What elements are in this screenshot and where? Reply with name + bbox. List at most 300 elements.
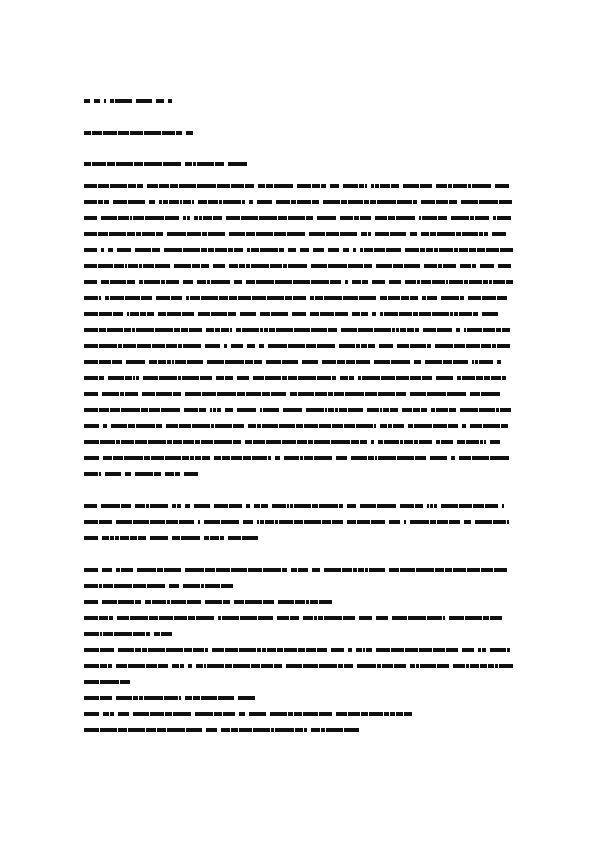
text-fragment [229, 232, 245, 236]
text-fragment [348, 408, 363, 412]
text-fragment [242, 536, 258, 540]
text-fragment [118, 712, 129, 716]
text-fragment [410, 232, 417, 236]
text-fragment [353, 248, 356, 252]
text-fragment [195, 712, 213, 716]
text-fragment [204, 536, 209, 540]
text-fragment [306, 408, 324, 412]
text-fragment [138, 536, 146, 540]
text-fragment [146, 728, 156, 732]
text-fragment [312, 504, 318, 508]
text-fragment [84, 264, 97, 268]
text-fragment [84, 520, 98, 524]
text-fragment [84, 184, 97, 188]
text-fragment [441, 296, 459, 300]
text-fragment [496, 328, 501, 332]
text-fragment [107, 328, 123, 332]
text-fragment [165, 472, 174, 476]
text-fragment [256, 280, 274, 284]
text-fragment [315, 296, 323, 300]
text-fragment [150, 536, 168, 540]
text-line [84, 230, 514, 237]
text-fragment [340, 216, 353, 220]
text-fragment [450, 312, 453, 316]
text-fragment [495, 664, 498, 668]
text-fragment [380, 312, 383, 316]
text-fragment [194, 504, 210, 508]
text-fragment [485, 504, 498, 508]
text-fragment [167, 232, 186, 236]
text-fragment [167, 728, 185, 732]
text-fragment [288, 216, 305, 220]
text-fragment [427, 296, 437, 300]
text-fragment [248, 568, 262, 572]
text-fragment [310, 600, 318, 604]
text-fragment [319, 712, 332, 716]
text-fragment [228, 248, 233, 252]
text-fragment [453, 568, 466, 572]
text-fragment [195, 440, 200, 444]
text-fragment [201, 696, 217, 700]
text-fragment [215, 162, 224, 166]
text-fragment [353, 568, 357, 572]
text-fragment [134, 162, 143, 166]
text-fragment [490, 440, 500, 444]
text-fragment [240, 616, 257, 620]
text-fragment [109, 616, 113, 620]
text-line [84, 422, 514, 429]
text-fragment [403, 184, 419, 188]
text-fragment [174, 264, 191, 268]
text-fragment [348, 648, 352, 652]
text-fragment [247, 344, 255, 348]
text-fragment [484, 440, 486, 444]
text-fragment [497, 360, 501, 364]
text-line [84, 678, 131, 685]
text-fragment [182, 456, 189, 460]
text-line [84, 502, 514, 509]
text-fragment [271, 728, 274, 732]
text-fragment [188, 616, 195, 620]
text-fragment [347, 520, 356, 524]
text-fragment [214, 440, 232, 444]
text-fragment [495, 184, 509, 188]
text-fragment [461, 200, 478, 204]
text-fragment [415, 504, 423, 508]
text-fragment [275, 456, 280, 460]
text-fragment [181, 328, 188, 332]
text-line [84, 598, 344, 605]
text-fragment [201, 248, 207, 252]
text-fragment [475, 360, 478, 364]
text-fragment [437, 664, 449, 668]
text-fragment [378, 456, 396, 460]
text-fragment [262, 392, 270, 396]
text-fragment [427, 392, 446, 396]
text-fragment [306, 344, 316, 348]
text-fragment [473, 504, 484, 508]
text-fragment [460, 408, 478, 412]
text-line [84, 454, 514, 461]
text-fragment [266, 360, 281, 364]
text-fragment [237, 376, 249, 380]
text-fragment [211, 280, 230, 284]
text-fragment [221, 584, 233, 588]
text-fragment [183, 584, 200, 588]
text-fragment [386, 248, 401, 252]
text-line [84, 566, 514, 573]
text-fragment [183, 200, 191, 204]
text-fragment [121, 440, 134, 444]
text-fragment [110, 408, 120, 412]
text-fragment [390, 232, 406, 236]
text-fragment [249, 712, 266, 716]
text-fragment [341, 200, 347, 204]
text-fragment [185, 392, 201, 396]
text-fragment [404, 440, 413, 444]
text-fragment [149, 360, 157, 364]
text-fragment [139, 696, 143, 700]
text-fragment [372, 312, 376, 316]
text-fragment [144, 696, 163, 700]
text-fragment [419, 440, 432, 444]
text-line [84, 198, 514, 205]
text-fragment [231, 456, 242, 460]
text-fragment [310, 296, 314, 300]
text-fragment [158, 312, 166, 316]
text-fragment [375, 232, 389, 236]
text-fragment [436, 376, 453, 380]
text-fragment [238, 296, 251, 300]
text-fragment [114, 584, 132, 588]
text-fragment [404, 520, 406, 524]
text-fragment [377, 504, 396, 508]
text-fragment [165, 456, 181, 460]
text-fragment [460, 264, 471, 268]
text-fragment [193, 648, 204, 652]
text-fragment [234, 280, 242, 284]
text-fragment [84, 728, 99, 732]
text-fragment [346, 360, 355, 364]
text-fragment [156, 424, 162, 428]
text-fragment [326, 728, 343, 732]
text-fragment [274, 184, 293, 188]
text-fragment [441, 440, 453, 444]
text-fragment [483, 424, 500, 428]
text-fragment [198, 520, 200, 524]
text-fragment [246, 392, 261, 396]
text-fragment [290, 616, 299, 620]
text-fragment [260, 312, 270, 316]
text-fragment [252, 296, 266, 300]
text-fragment [488, 664, 494, 668]
text-fragment [231, 568, 247, 572]
text-fragment [449, 200, 457, 204]
text-fragment [183, 216, 186, 220]
text-fragment [84, 216, 97, 220]
text-fragment [270, 712, 287, 716]
text-fragment [110, 296, 124, 300]
text-fragment [391, 360, 410, 364]
text-fragment [98, 264, 113, 268]
text-fragment [118, 131, 129, 135]
text-fragment [188, 664, 192, 668]
text-fragment [453, 664, 465, 668]
text-fragment [213, 216, 222, 220]
text-fragment [267, 296, 284, 300]
text-fragment [150, 504, 168, 508]
text-fragment [100, 696, 112, 700]
text-fragment [246, 264, 250, 268]
text-fragment [496, 408, 499, 412]
text-fragment [369, 712, 383, 716]
text-fragment [133, 584, 146, 588]
text-fragment [298, 376, 316, 380]
text-fragment [323, 200, 340, 204]
text-fragment [142, 648, 147, 652]
text-fragment [378, 440, 383, 444]
text-fragment [147, 312, 154, 316]
text-fragment [109, 232, 126, 236]
text-fragment [156, 232, 163, 236]
text-fragment [430, 456, 447, 460]
text-fragment [389, 280, 401, 284]
text-fragment [382, 664, 393, 668]
text-fragment [216, 376, 224, 380]
text-fragment [459, 456, 471, 460]
text-fragment [282, 568, 287, 572]
text-fragment [290, 392, 297, 396]
text-fragment [502, 504, 504, 508]
text-fragment [223, 600, 230, 604]
text-fragment [497, 296, 507, 300]
text-fragment [84, 248, 97, 252]
text-fragment [148, 440, 166, 444]
text-fragment [254, 504, 260, 508]
text-fragment [502, 328, 510, 332]
text-fragment [156, 392, 172, 396]
text-fragment [251, 248, 259, 252]
text-fragment [143, 376, 158, 380]
text-fragment [118, 648, 134, 652]
text-fragment [100, 632, 102, 636]
text-fragment [127, 232, 135, 236]
text-fragment [466, 440, 479, 444]
text-fragment [139, 280, 143, 284]
text-fragment [448, 424, 458, 428]
text-fragment [500, 408, 511, 412]
text-fragment [84, 232, 97, 236]
text-fragment [201, 296, 218, 300]
text-fragment [207, 360, 224, 364]
text-fragment [253, 376, 264, 380]
text-fragment [144, 131, 161, 135]
text-fragment [319, 600, 332, 604]
text-fragment [183, 440, 194, 444]
text-fragment [507, 520, 509, 524]
text-fragment [243, 456, 251, 460]
text-fragment [270, 264, 282, 268]
text-fragment [377, 664, 381, 668]
text-fragment [303, 616, 313, 620]
text-fragment [144, 456, 150, 460]
text-fragment [113, 200, 127, 204]
text-fragment [175, 472, 180, 476]
text-fragment [494, 568, 507, 572]
text-fragment [136, 376, 139, 380]
text-fragment [266, 440, 281, 444]
text-fragment [179, 696, 181, 700]
text-fragment [502, 376, 506, 380]
text-fragment [130, 536, 137, 540]
text-fragment [113, 456, 123, 460]
text-fragment [84, 472, 98, 476]
header-line-1 [84, 97, 176, 104]
text-fragment [111, 424, 127, 428]
text-fragment [413, 312, 418, 316]
text-fragment [121, 568, 133, 572]
text-fragment [422, 376, 432, 380]
text-fragment [348, 200, 363, 204]
text-fragment [272, 504, 286, 508]
text-fragment [275, 728, 294, 732]
text-fragment [303, 712, 318, 716]
text-fragment [420, 664, 436, 668]
text-fragment [490, 456, 509, 460]
text-fragment [400, 568, 415, 572]
text-fragment [437, 520, 448, 524]
text-fragment [295, 728, 303, 732]
text-fragment [344, 728, 359, 732]
text-fragment [155, 328, 173, 332]
text-fragment [396, 328, 399, 332]
text-fragment [163, 200, 168, 204]
text-fragment [116, 664, 127, 668]
text-fragment [237, 392, 245, 396]
text-fragment [294, 712, 302, 716]
text-fragment [193, 162, 196, 166]
text-fragment [149, 200, 155, 204]
text-fragment [376, 264, 392, 268]
text-fragment [443, 264, 456, 268]
text-fragment [482, 296, 496, 300]
text-fragment [507, 648, 510, 652]
text-fragment [221, 328, 229, 332]
text-fragment [132, 328, 135, 332]
text-fragment [212, 648, 224, 652]
text-fragment [133, 712, 149, 716]
text-line [84, 374, 514, 381]
text-fragment [229, 264, 238, 268]
text-fragment [214, 504, 228, 508]
text-fragment [185, 504, 190, 508]
text-fragment [369, 568, 385, 572]
text-line [84, 262, 514, 269]
text-fragment [125, 472, 132, 476]
text-fragment [84, 131, 91, 135]
text-fragment [103, 424, 107, 428]
text-fragment [285, 296, 292, 300]
text-fragment [264, 328, 268, 332]
text-fragment [297, 200, 311, 204]
text-fragment [118, 344, 122, 348]
text-fragment [457, 376, 461, 380]
text-fragment [434, 504, 437, 508]
text-fragment [102, 568, 112, 572]
text-fragment [228, 312, 236, 316]
text-fragment [98, 184, 109, 188]
text-fragment [365, 568, 368, 572]
text-fragment [196, 616, 214, 620]
text-fragment [454, 344, 465, 348]
text-fragment [297, 184, 311, 188]
text-fragment [363, 648, 365, 652]
text-fragment [110, 280, 126, 284]
text-fragment [117, 248, 131, 252]
text-fragment [287, 504, 289, 508]
text-fragment [427, 616, 442, 620]
text-fragment [261, 664, 273, 668]
text-fragment [181, 536, 200, 540]
text-fragment [178, 376, 181, 380]
text-fragment [338, 664, 343, 668]
text-fragment [214, 712, 222, 716]
text-fragment [262, 648, 266, 652]
text-fragment [164, 568, 181, 572]
text-fragment [84, 616, 98, 620]
text-fragment [343, 296, 358, 300]
text-fragment [239, 728, 252, 732]
text-fragment [84, 504, 97, 508]
text-fragment [121, 408, 140, 412]
text-fragment [400, 440, 403, 444]
text-fragment [497, 344, 510, 348]
text-fragment [157, 568, 163, 572]
text-fragment [277, 648, 283, 652]
text-fragment [128, 728, 145, 732]
text-fragment [497, 216, 511, 220]
text-fragment [374, 360, 390, 364]
text-fragment [351, 456, 367, 460]
text-fragment [484, 232, 488, 236]
text-fragment [436, 408, 448, 412]
text-fragment [476, 376, 483, 380]
text-fragment [197, 280, 206, 284]
text-fragment [217, 408, 221, 412]
text-fragment [112, 360, 122, 364]
text-fragment [475, 520, 492, 524]
text-fragment [228, 536, 241, 540]
text-fragment [127, 312, 129, 316]
text-fragment [480, 664, 487, 668]
text-fragment [336, 456, 347, 460]
text-fragment [238, 696, 255, 700]
text-fragment [267, 648, 276, 652]
text-fragment [127, 280, 135, 284]
text-fragment [493, 520, 506, 524]
text-fragment [306, 648, 316, 652]
text-fragment [92, 162, 106, 166]
text-fragment [392, 328, 395, 332]
text-fragment [84, 392, 98, 396]
text-fragment [99, 376, 104, 380]
text-fragment [464, 328, 466, 332]
text-line [84, 294, 514, 301]
text-fragment [330, 280, 341, 284]
text-fragment [166, 424, 178, 428]
text-fragment [384, 440, 399, 444]
text-fragment [99, 520, 112, 524]
